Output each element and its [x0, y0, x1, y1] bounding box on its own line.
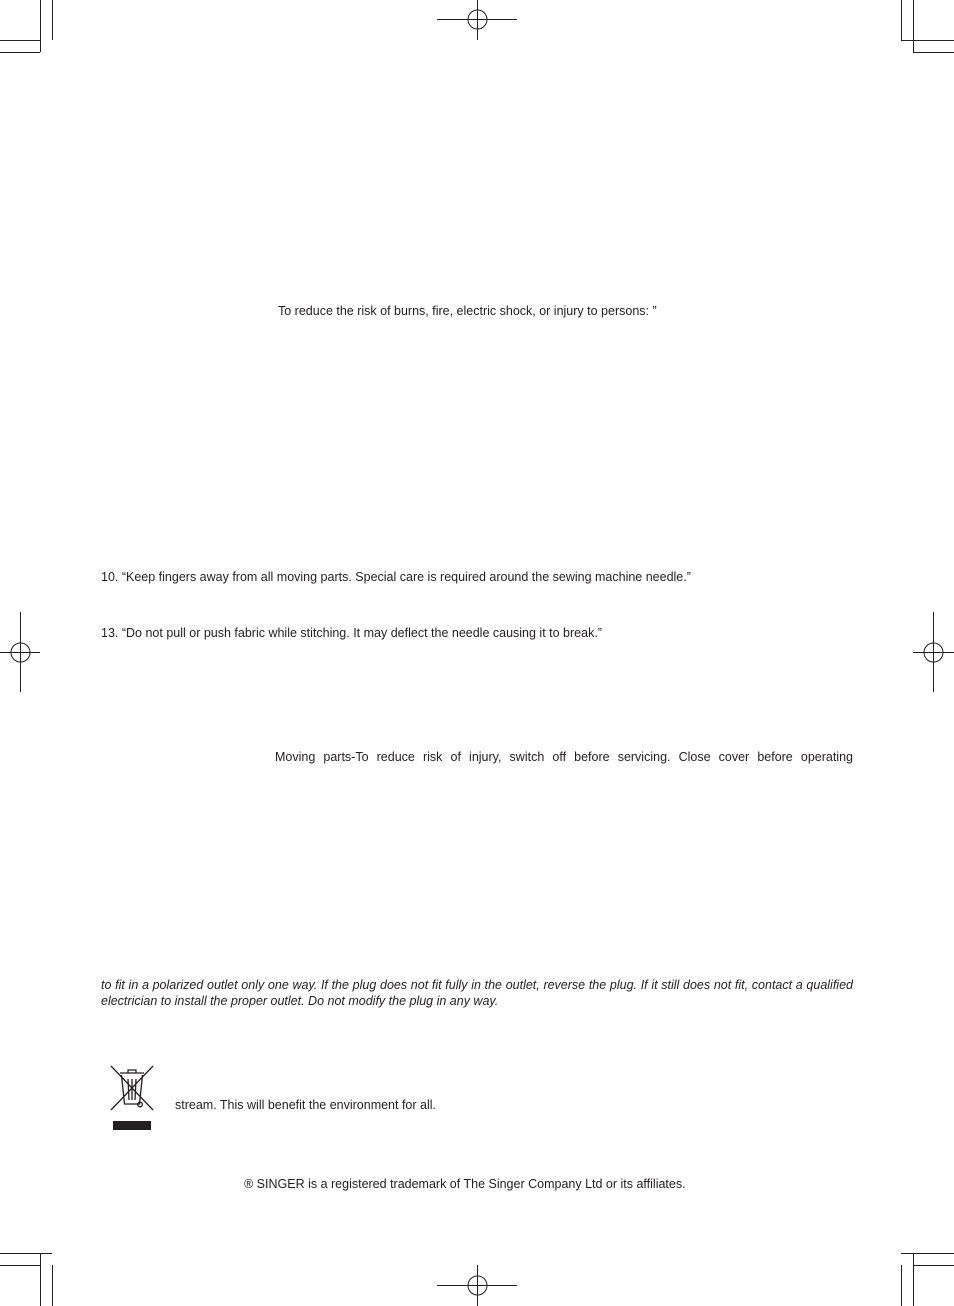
burns-warning-text: To reduce the risk of burns, fire, electric shock, or injury to persons: ” — [278, 304, 657, 318]
registration-target-left-icon — [0, 612, 40, 692]
crop-mark-top-right-icon — [901, 0, 954, 53]
weee-icon — [108, 1064, 156, 1132]
safety-item-10: 10. “Keep fingers away from all moving parts. Special care is required around the sewing machine needle.” — [101, 570, 691, 584]
moving-parts-warning: Moving parts-To reduce risk of injury, switch off before servicing. Close cover before operating — [275, 750, 853, 764]
safety-item-13: 13. “Do not pull or push fabric while stitching. It may deflect the needle causing it to break.” — [101, 626, 602, 640]
registration-target-top-icon — [437, 0, 517, 40]
crop-mark-bottom-left-icon — [0, 1253, 53, 1306]
registration-target-bottom-icon — [437, 1265, 517, 1306]
trademark-text: ® SINGER is a registered trademark of The Singer Company Ltd or its affiliates. — [244, 1177, 686, 1191]
crop-mark-top-left-icon — [0, 0, 53, 53]
disposal-text: stream. This will benefit the environment for all. — [175, 1098, 436, 1112]
polarized-plug-text: to fit in a polarized outlet only one way. If the plug does not fit fully in the outlet, reverse the plug. If it still does not fit, contact a qualified electrician to install the proper outlet. Do not modify the plug in any way. — [101, 978, 853, 1008]
registration-target-right-icon — [913, 612, 954, 692]
crop-mark-bottom-right-icon — [901, 1253, 954, 1306]
